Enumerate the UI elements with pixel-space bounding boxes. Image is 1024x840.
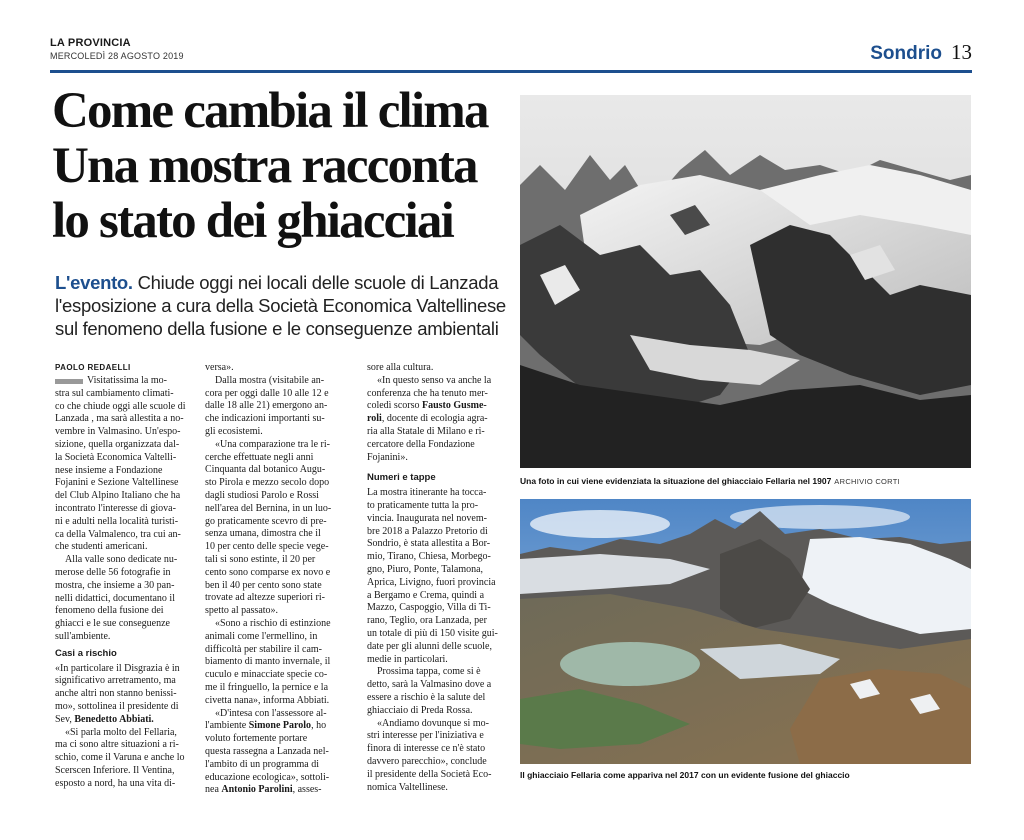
text-line: date per gli alunni delle scuole,: [367, 640, 492, 652]
subhead-line: sul fenomeno della fusione e le conseguenze ambientali: [55, 318, 499, 339]
text-line: del Club Alpino Italiano che ha: [55, 490, 181, 502]
issue-date: MERCOLEDÌ 28 AGOSTO 2019: [50, 51, 184, 61]
text-line: ca della Valmalenco, tra cui an-: [55, 528, 181, 540]
text-line: «Una comparazione tra le ri-: [215, 438, 330, 450]
text-line: «In questo senso va anche la: [377, 374, 492, 386]
text-line: conferenza che ha tenuto mer-: [367, 387, 488, 399]
subheading: Casi a rischio: [55, 647, 117, 659]
person-name: Antonio Parolini: [221, 784, 293, 796]
headline-line: lo stato dei ghiacciai: [52, 193, 453, 249]
header-rule: [50, 70, 972, 73]
text-line: ben il 40 per cento sono state: [205, 579, 322, 591]
text-line: nell'area del Bernina, in un luo-: [205, 502, 332, 514]
text-line: Fojanini».: [367, 451, 408, 463]
text-line: me il fringuello, la pernice e la: [205, 681, 329, 693]
text-line: versa».: [205, 362, 234, 373]
text-line: animali come l'ermellino, in: [205, 630, 318, 642]
text-line: nese insieme a Fondazione: [55, 464, 163, 476]
subhead-line: l'esposizione a cura della Società Economica Valtellinese: [55, 295, 506, 316]
text-line: La mostra itinerante ha tocca-: [367, 487, 487, 499]
headline-line: Come cambia il clima: [52, 83, 488, 139]
text-line: anche altri non stanno benissi-: [55, 688, 177, 700]
text-line: educazione ecologica», sottoli-: [205, 771, 330, 783]
text-line: Dalla mostra (visitabile an-: [215, 374, 325, 386]
text-line: Fojanini e Sezione Valtellinese: [55, 477, 179, 489]
text-line: tali si sono estinte, il 20 per: [205, 553, 316, 565]
text-line: Mazzo, Caspoggio, Villa di Ti-: [367, 602, 491, 614]
text-line: «Sono a rischio di estinzione: [215, 617, 331, 629]
person-name: roli: [367, 413, 382, 425]
text-line: biamento di manto invernale, il: [205, 656, 331, 668]
text-line: esposto a nord, ha una vita di-: [55, 777, 176, 789]
person-name: Benedetto Abbiati.: [74, 713, 154, 725]
photo-caption-1: [520, 476, 900, 486]
text-line: co che chiude oggi alle scuole di: [55, 400, 186, 412]
text-line: Scerscen Inferiore. Il Ventina,: [55, 764, 175, 776]
photo-glacier-2017: [520, 499, 971, 764]
caption-text: Una foto in cui viene evidenziata la situazione del ghiacciaio Fellaria nel 1907: [520, 476, 832, 486]
text-line: ria alla Statale di Milano e ri-: [367, 425, 485, 437]
text-line: 10 per cento delle specie vege-: [205, 541, 329, 553]
text-line: gli ecosistemi.: [205, 425, 263, 437]
text-line: Prossima tappa, come si è: [377, 666, 481, 678]
text-line: che indicazioni importanti su-: [205, 413, 325, 425]
text-run: coledì scorso: [367, 400, 422, 412]
text-line: finora di interesse ce n'è stato: [367, 743, 486, 755]
text-line: vincia. Inaugurata nel novem-: [367, 512, 487, 524]
article-column-3: [367, 362, 513, 794]
photo-glacier-1907: [520, 95, 971, 468]
text-run: nea: [205, 784, 222, 796]
text-line: «Si parla molto del Fellaria,: [65, 726, 177, 738]
text-line: detto, sarà la Valmasino dove a: [367, 679, 492, 691]
text-line: nelli didattici, documentano il: [55, 592, 175, 604]
text-line: medie in particolari.: [367, 653, 448, 665]
text-line: un totale di più di 150 visite gui-: [367, 627, 498, 639]
text-line: cento sono comparse ex novo e: [205, 566, 331, 578]
photo-credit: ARCHIVIO CORTI: [834, 477, 901, 486]
text-line: Visitatissima la mo-: [87, 375, 167, 386]
text-line: dagli studiosi Parolo e Rossi: [205, 489, 319, 501]
text-line: senza umana, dimostra che il: [205, 528, 321, 540]
text-line: fenomeno della fusione dei: [55, 605, 164, 617]
text-line: sizione, quella organizzata dal-: [55, 438, 180, 450]
text-line: mo», sottolinea il presidente di: [55, 700, 179, 712]
newspaper-name: LA PROVINCIA: [50, 37, 131, 49]
text-line: to praticamente tutta la pro-: [367, 499, 479, 511]
text-line: mostra, che insieme a 30 pan-: [55, 579, 175, 591]
text-run: , asses-: [292, 784, 322, 796]
text-line: «Andiamo dovunque si mo-: [377, 717, 489, 729]
text-line: questa rassegna a Lanzada nel-: [205, 745, 329, 757]
text-line: sto Pirola e mezzo secolo dopo: [205, 477, 330, 489]
person-name: Simone Parolo: [248, 720, 312, 732]
text-line: ma ci sono altre situazioni a ri-: [55, 739, 179, 751]
text-line: a Bergamo e Crema, quindi a: [367, 589, 485, 601]
page-number: 13: [951, 40, 972, 64]
person-name: Fausto Gusme-: [422, 400, 487, 412]
text-run: , ho: [311, 720, 327, 732]
text-run: , docente di ecologia agra-: [381, 413, 488, 425]
text-line: go praticamente scevro di pre-: [205, 515, 327, 527]
text-line: Aprica, Livigno, fuori provincia: [367, 576, 496, 588]
text-line: Cinquanta dal botanico Augu-: [205, 464, 326, 476]
text-line: «D'intesa con l'assessore al-: [215, 707, 327, 719]
text-line: cerche effettuate negli anni: [205, 451, 314, 463]
text-line: Sondrio, è stata allestita a Bor-: [367, 538, 491, 550]
text-line: civetta nana», informa Abbiati.: [205, 694, 330, 706]
masthead-left: [50, 37, 184, 61]
text-line: il presidente della Società Eco-: [367, 768, 492, 780]
text-line: rano, Teglio, ora Lanzada, per: [367, 615, 487, 627]
subhead: [55, 271, 510, 340]
text-line: sore alla cultura.: [367, 362, 434, 373]
text-line: voluto fortemente portare: [205, 733, 308, 745]
text-run: Sev,: [55, 713, 75, 725]
article-column-2: [205, 362, 351, 797]
photo-caption-2: Il ghiacciaio Fellaria come appariva nel 2017 con un evidente fusione del ghiaccio: [520, 770, 850, 780]
masthead-right: [870, 40, 972, 65]
text-line: ni e adulti nella località turisti-: [55, 515, 179, 527]
text-line: Lanzada , ma sarà allestita a no-: [55, 413, 184, 425]
text-line: difficoltà per stabilire il cam-: [205, 643, 322, 655]
text-line: l'ambito di un programma di: [205, 758, 320, 770]
article-column-1: [55, 375, 201, 791]
text-line: che studenti americani.: [55, 541, 148, 553]
text-line: cuculo e minacciate specie co-: [205, 669, 328, 681]
text-line: spetto al passato».: [205, 605, 279, 617]
text-line: essere a rischio è la salute del: [367, 691, 486, 703]
byline: PAOLO REDAELLI: [55, 363, 131, 372]
text-line: ghiacci e le sue conseguenze: [55, 618, 170, 630]
text-line: Alla valle sono dedicate nu-: [65, 554, 178, 566]
text-line: dalle 18 alle 21) emergono an-: [205, 400, 328, 412]
text-line: schio, come il Varuna e anche lo: [55, 752, 185, 764]
text-line: significativo arretramento, ma: [55, 675, 176, 687]
section-name: Sondrio: [870, 43, 942, 64]
text-run: l'ambiente: [205, 720, 249, 732]
text-line: cora per oggi dalle 10 alle 12 e: [205, 387, 329, 399]
subhead-line: Chiude oggi nei locali delle scuole di Lanzada: [132, 272, 499, 293]
subheading: Numeri e tappe: [367, 472, 436, 484]
text-line: trovate ad altezze superiori ri-: [205, 592, 325, 604]
headline: [52, 84, 512, 249]
text-line: stri interesse per l'iniziativa e: [367, 730, 484, 742]
text-line: merose delle 56 fotografie in: [55, 566, 171, 578]
text-line: «In particolare il Disgrazia è in: [55, 662, 180, 674]
text-line: bre 2018 a Palazzo Pretorio di: [367, 525, 488, 537]
text-line: nomica Valtellinese.: [367, 781, 448, 793]
text-line: incontrato l'interesse di giova-: [55, 502, 176, 514]
text-line: ghiacciaio di Preda Rossa.: [367, 704, 473, 716]
text-line: davvero parecchio», conclude: [367, 755, 487, 767]
text-line: mio, Tirano, Chiesa, Morbego-: [367, 551, 491, 563]
text-line: vembre in Valmasino. Un'espo-: [55, 426, 181, 438]
subhead-kicker: L'evento.: [55, 272, 133, 293]
text-line: gno, Piuro, Ponte, Talamona,: [367, 563, 484, 575]
text-line: cercatore della Fondazione: [367, 438, 475, 450]
text-line: la Società Economica Valtelli-: [55, 451, 177, 463]
text-line: sull'ambiente.: [55, 630, 111, 642]
text-line: stra sul cambiamento climati-: [55, 387, 174, 399]
headline-line: Una mostra racconta: [52, 138, 477, 194]
